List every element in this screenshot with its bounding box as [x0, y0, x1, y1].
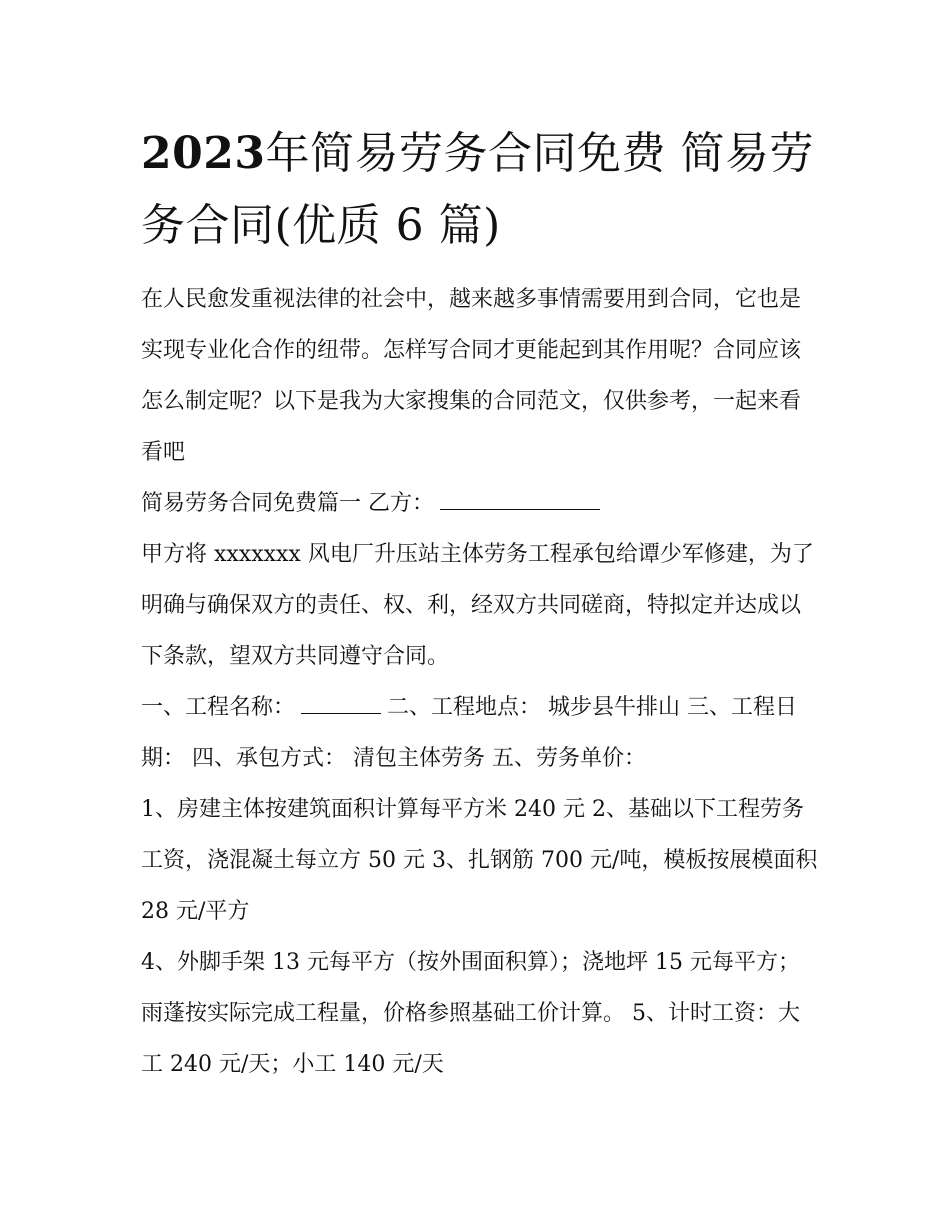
paragraph-unit-prices: 1、房建主体按建筑面积计算每平方米 240 元 2、基础以下工程劳务工资，浇混凝土每立方 50 元 3、扎钢筋 700 元/吨，模板按展模面积 28 元/平方 — [141, 797, 818, 924]
party-b-blank — [440, 487, 600, 510]
paragraph-project-terms — [141, 682, 821, 784]
document-title — [141, 118, 821, 262]
paragraph-contract-intro: 甲方将 xxxxxxx 风电厂升压站主体劳务工程承包给谭少军修建，为了明确与确保双方的责任、权、利，经双方共同磋商，特拟定并达成以下条款，望双方共同遵守合同。 — [141, 542, 814, 669]
intro-paragraph: 在人民愈发重视法律的社会中，越来越多事情需要用到合同，它也是实现专业化合作的纽带。怎样写合同才更能起到其作用呢？合同应该怎么制定呢？以下是我为大家搜集的合同范文，仅供参考，一起来看看吧 — [141, 287, 802, 465]
section-heading-text: 简易劳务合同免费篇一 乙方： — [141, 491, 434, 516]
project-name-blank — [301, 691, 381, 714]
project-name-label: 一、工程名称： — [141, 695, 296, 720]
section-heading — [141, 478, 821, 529]
title-text: 年简易劳务合同免费 简易劳务合同(优质 6 篇) — [141, 128, 814, 251]
title-year: 2023 — [141, 128, 266, 179]
paragraph-scaffold-and-wages: 4、外脚手架 13 元每平方（按外围面积算）；浇地坪 15 元每平方；雨蓬按实际完成工程量，价格参照基础工价计算。 5、计时工资：大工 240 元/天；小工 140 元/天 — [141, 950, 800, 1077]
document-body — [141, 118, 821, 1090]
project-terms-text: 二、工程地点： 城步县牛排山 三、工程日期： 四、承包方式： 清包主体劳务 五、劳务单价： — [141, 695, 798, 771]
